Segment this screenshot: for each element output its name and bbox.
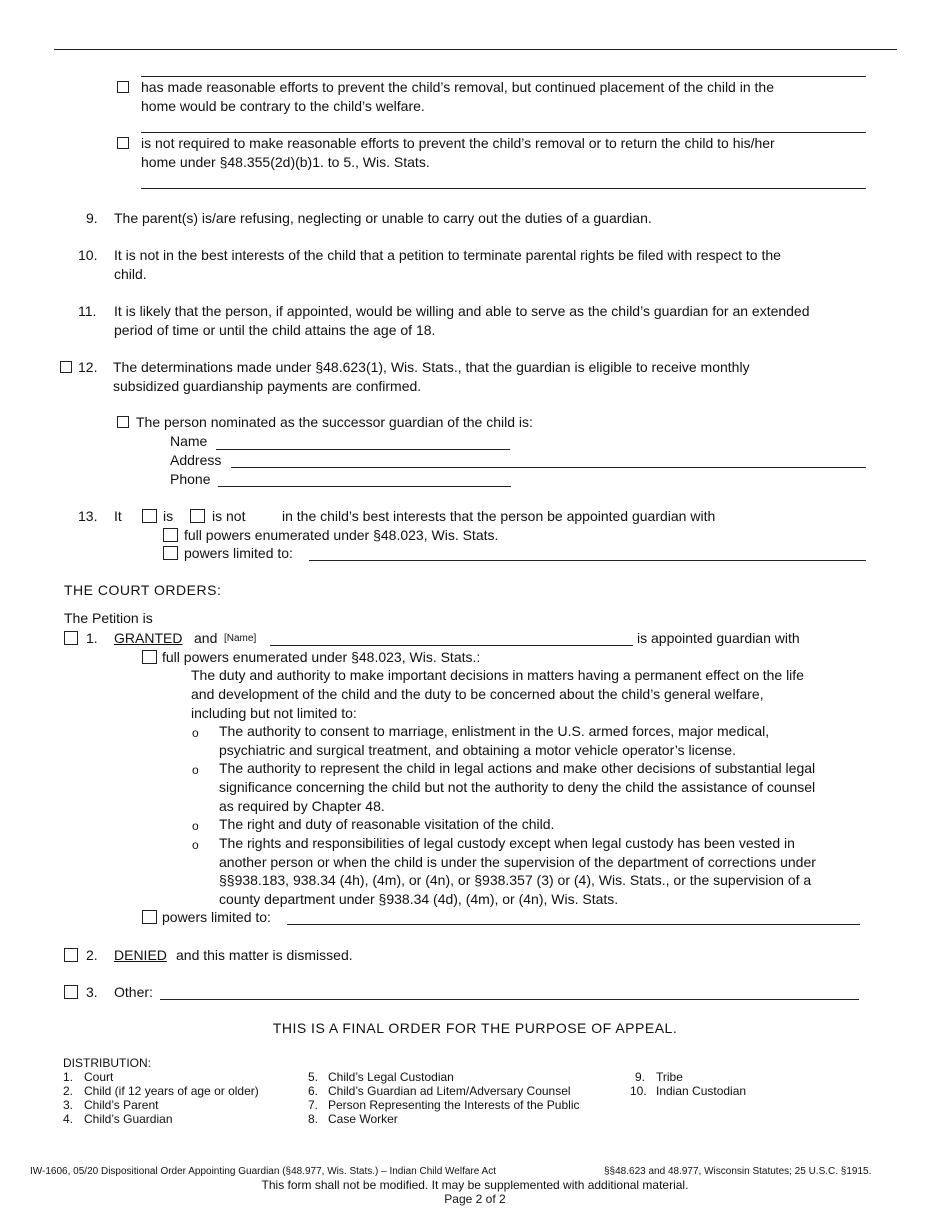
distribution-number: 2. (63, 1084, 74, 1098)
order-2-checkbox[interactable] (64, 948, 78, 962)
bullet-4-text-3: §§938.183, 938.34 (4h), (4m), or (4n), or §938.357 (3) or (4), Wis. Stats., or the supervision of a (219, 872, 812, 888)
distribution-number: 4. (63, 1112, 74, 1126)
opt-a-text-2: home would be contrary to the child’s welfare. (141, 98, 425, 114)
opt-a-checkbox[interactable] (117, 81, 129, 93)
distribution-recipient: Child’s Legal Custodian (328, 1070, 454, 1084)
bullet-3: o (192, 819, 199, 833)
order-2-number: 2. (86, 947, 98, 963)
distribution-recipient: Case Worker (328, 1112, 398, 1126)
duty-text-3: including but not limited to: (191, 705, 357, 721)
distribution-recipient: Child (if 12 years of age or older) (84, 1084, 259, 1098)
footer-form-id: IW-1606, 05/20 Dispositional Order Appointing Guardian (§48.977, Wis. Stats.) – Indian Child Welfare Act (30, 1166, 496, 1177)
order-3-number: 3. (86, 984, 98, 1000)
finding-11-text-2: period of time or until the child attains the age of 18. (114, 322, 436, 338)
finding-13-text: in the child’s best interests that the person be appointed guardian with (282, 508, 716, 524)
order-1-checkbox[interactable] (64, 631, 78, 645)
duty-text-2: and development of the child and the duty to be concerned about the child’s general welfare, (191, 686, 764, 702)
petition-is: The Petition is (64, 610, 153, 626)
finding-13-full-text: full powers enumerated under §48.023, Wis. Stats. (184, 527, 499, 543)
order-1-appointed: is appointed guardian with (637, 630, 800, 646)
order-granted: GRANTED (114, 630, 183, 646)
finding-12-number: 12. (78, 359, 98, 375)
court-orders-heading: THE COURT ORDERS: (64, 582, 222, 598)
successor-phone-label: Phone (170, 471, 211, 487)
finding-13-limited-text: powers limited to: (184, 545, 293, 561)
bullet-1-text-2: psychiatric and surgical treatment, and obtaining a motor vehicle operator’s license. (219, 742, 736, 758)
order-1-and: and (194, 630, 218, 646)
opt-b-line-bottom (141, 188, 866, 189)
bullet-2: o (192, 763, 199, 777)
bullet-4-text-4: county department under §938.34 (4d), (4m), or (4n), Wis. Stats. (219, 891, 619, 907)
order-1-full-text: full powers enumerated under §48.023, Wis. Stats.: (162, 649, 481, 665)
order-1-limited-text: powers limited to: (162, 909, 271, 925)
finding-9-number: 9. (86, 210, 98, 226)
distribution-number: 10. (630, 1084, 647, 1098)
finding-13-limited-checkbox[interactable] (163, 546, 178, 560)
finding-11-text: It is likely that the person, if appointed, would be willing and able to serve as the child’s guardian for an extended (114, 303, 810, 319)
successor-address-field[interactable] (231, 467, 866, 468)
bullet-4-text-2: another person or when the child is under the supervision of the department of corrections under (219, 854, 816, 870)
finding-13-is: is (163, 508, 174, 524)
finding-13-is-checkbox[interactable] (142, 509, 157, 523)
bullet-2-text-3: as required by Chapter 48. (219, 798, 385, 814)
finding-13-it: It (114, 508, 122, 524)
opt-a-text: has made reasonable efforts to prevent the child’s removal, but continued placement of the child in the (141, 79, 774, 95)
order-2-text: and this matter is dismissed. (176, 947, 353, 963)
distribution-recipient: Court (84, 1070, 114, 1084)
bullet-2-text-2: significance concerning the child but not the authority to deny the child the assistance of counsel (219, 779, 816, 795)
distribution-number: 8. (308, 1112, 319, 1126)
finding-13-full-checkbox[interactable] (163, 528, 178, 542)
distribution-number: 9. (635, 1070, 646, 1084)
order-1-full-checkbox[interactable] (142, 650, 157, 664)
successor-name-field[interactable] (216, 449, 510, 450)
successor-checkbox[interactable] (117, 416, 129, 428)
top-rule (54, 49, 897, 50)
finding-13-isnot: is not (212, 508, 246, 524)
duty-text-1: The duty and authority to make important decisions in matters having a permanent effect on the life (191, 667, 804, 683)
distribution-recipient: Child’s Parent (84, 1098, 159, 1112)
finding-13-number: 13. (78, 508, 98, 524)
bullet-4-text: The rights and responsibilities of legal custody except when legal custody has been vested in (219, 835, 795, 851)
finding-10-text-2: child. (114, 266, 147, 282)
finding-13-isnot-checkbox[interactable] (190, 509, 205, 523)
finding-12-text-2: subsidized guardianship payments are confirmed. (113, 378, 422, 394)
successor-text: The person nominated as the successor guardian of the child is: (136, 414, 533, 430)
bullet-1: o (192, 726, 199, 740)
order-3-other: Other: (114, 984, 153, 1000)
distribution-recipient: Child’s Guardian (84, 1112, 173, 1126)
successor-address-label: Address (170, 452, 222, 468)
distribution-recipient: Tribe (656, 1070, 683, 1084)
order-1-number: 1. (86, 630, 98, 646)
distribution-recipient: Child’s Guardian ad Litem/Adversary Counsel (328, 1084, 571, 1098)
distribution-number: 7. (308, 1098, 319, 1112)
opt-b-text: is not required to make reasonable efforts to prevent the child’s removal or to return the child to his/her (141, 135, 775, 151)
finding-12-text: The determinations made under §48.623(1), Wis. Stats., that the guardian is eligible to receive monthly (113, 359, 750, 375)
order-1-limited-field[interactable] (287, 924, 860, 925)
order-denied: DENIED (114, 947, 167, 963)
opt-b-line (141, 132, 866, 133)
final-order-statement: THIS IS A FINAL ORDER FOR THE PURPOSE OF APPEAL. (272, 1020, 678, 1036)
finding-9-text: The parent(s) is/are refusing, neglecting or unable to carry out the duties of a guardian. (114, 210, 652, 226)
finding-11-number: 11. (78, 303, 97, 319)
distribution-heading: DISTRIBUTION: (63, 1056, 152, 1070)
distribution-recipient: Person Representing the Interests of the Public (328, 1098, 580, 1112)
footer-notice: This form shall not be modified. It may be supplemented with additional material. (261, 1178, 689, 1192)
successor-name-label: Name (170, 433, 208, 449)
opt-b-checkbox[interactable] (117, 137, 129, 149)
footer-statutes: §§48.623 and 48.977, Wisconsin Statutes; 25 U.S.C. §1915. (604, 1166, 872, 1177)
order-3-other-field[interactable] (160, 999, 859, 1000)
bullet-1-text: The authority to consent to marriage, enlistment in the U.S. armed forces, major medical, (219, 723, 770, 739)
order-1-limited-checkbox[interactable] (142, 910, 157, 924)
footer-page: Page 2 of 2 (444, 1192, 506, 1206)
distribution-number: 1. (63, 1070, 74, 1084)
distribution-number: 3. (63, 1098, 74, 1112)
order-1-name-field[interactable] (270, 645, 633, 646)
bullet-2-text: The authority to represent the child in legal actions and make other decisions of substantial legal (219, 760, 816, 776)
finding-12-checkbox[interactable] (60, 361, 72, 373)
order-1-name-hint: [Name] (224, 633, 257, 644)
bullet-3-text: The right and duty of reasonable visitation of the child. (219, 816, 555, 832)
opt-b-text-2: home under §48.355(2d)(b)1. to 5., Wis. Stats. (141, 154, 430, 170)
finding-10-number: 10. (78, 247, 98, 263)
order-3-checkbox[interactable] (64, 985, 78, 999)
opt-a-line (141, 76, 866, 77)
successor-phone-field[interactable] (218, 486, 511, 487)
finding-13-limited-field[interactable] (309, 560, 866, 561)
distribution-number: 5. (308, 1070, 319, 1084)
distribution-number: 6. (308, 1084, 319, 1098)
finding-10-text: It is not in the best interests of the child that a petition to terminate parental rights be filed with respect to the (114, 247, 781, 263)
bullet-4: o (192, 838, 199, 852)
distribution-recipient: Indian Custodian (656, 1084, 747, 1098)
